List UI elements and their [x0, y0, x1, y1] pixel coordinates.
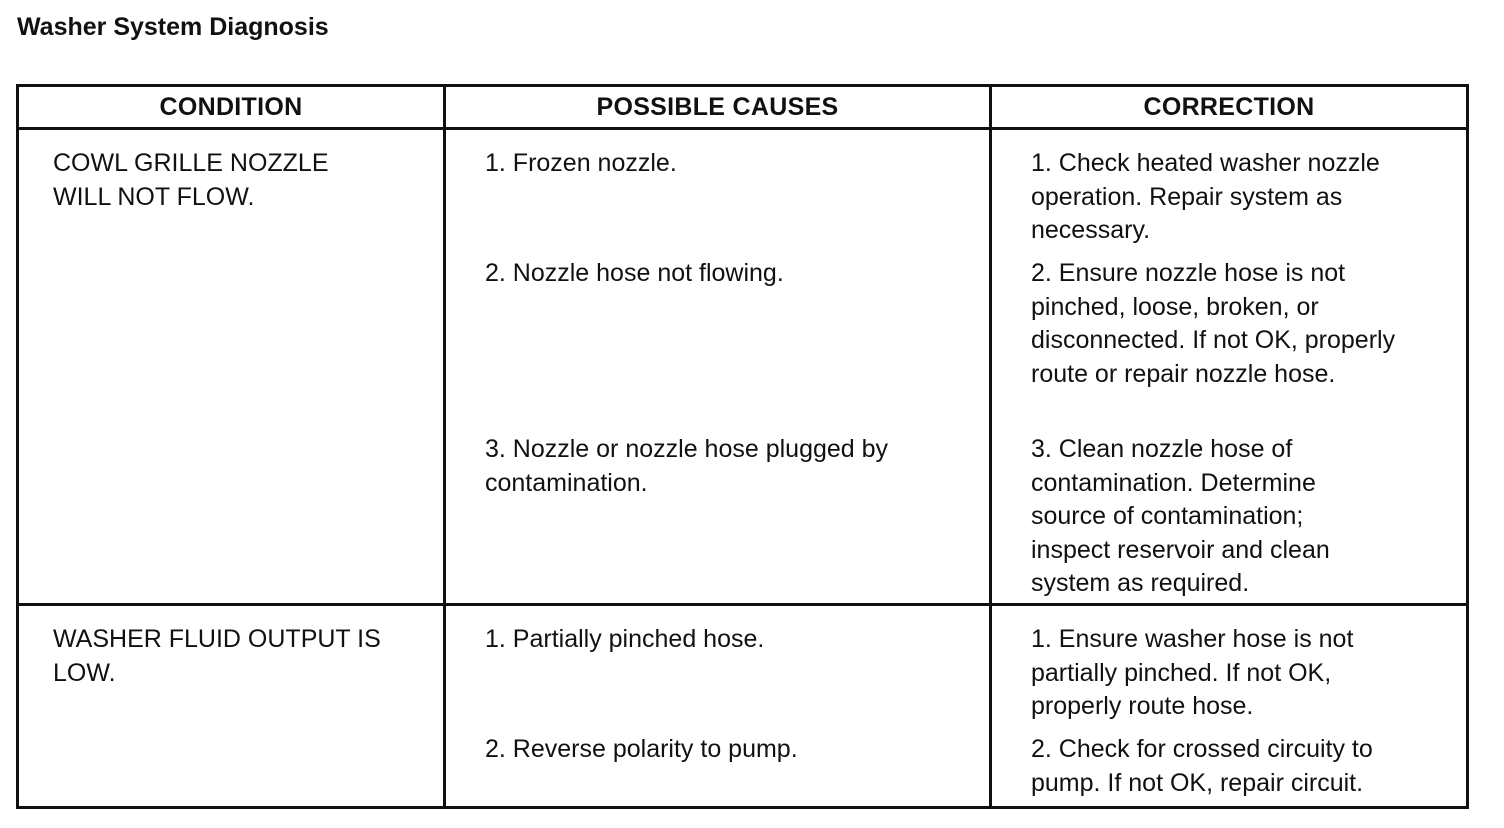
page-title: Washer System Diagnosis: [17, 13, 329, 41]
causes-cell: [445, 605, 991, 808]
cause-item: 2. Reverse polarity to pump.: [485, 735, 798, 763]
cause-item: 1. Frozen nozzle.: [485, 149, 677, 177]
correction-item: 1. Ensure washer hose is not partially pinched. If not OK, properly route hose.: [1031, 625, 1354, 720]
header-possible-causes: POSSIBLE CAUSES: [445, 86, 991, 129]
cause-item: 1. Partially pinched hose.: [485, 625, 765, 653]
table-row: [18, 605, 1468, 808]
correction-item: 1. Check heated washer nozzle operation. Repair system as necessary.: [1031, 149, 1380, 244]
correction-item: 2. Ensure nozzle hose is not pinched, loose, broken, or disconnected. If not OK, properly route or repair nozzle hose.: [1031, 259, 1396, 388]
header-correction: CORRECTION: [991, 86, 1468, 129]
cause-item: 2. Nozzle hose not flowing.: [485, 259, 784, 287]
correction-item: 2. Check for crossed circuity to pump. If not OK, repair circuit.: [1031, 735, 1373, 797]
table-header-row: [18, 86, 1468, 129]
condition-text: WASHER FLUID OUTPUT IS LOW.: [53, 625, 381, 687]
diagnosis-table: [16, 84, 1469, 809]
correction-cell: [991, 605, 1468, 808]
causes-cell: [445, 129, 991, 605]
correction-item: 3. Clean nozzle hose of contamination. Determine source of contamination; inspect reservoir and clean system as required.: [1031, 435, 1330, 597]
correction-cell: [991, 129, 1468, 605]
condition-cell: [18, 129, 445, 605]
header-condition: CONDITION: [18, 86, 445, 129]
cause-item: 3. Nozzle or nozzle hose plugged by contamination.: [485, 435, 889, 497]
condition-text: COWL GRILLE NOZZLE WILL NOT FLOW.: [53, 149, 329, 211]
table-row: [18, 129, 1468, 605]
condition-cell: [18, 605, 445, 808]
